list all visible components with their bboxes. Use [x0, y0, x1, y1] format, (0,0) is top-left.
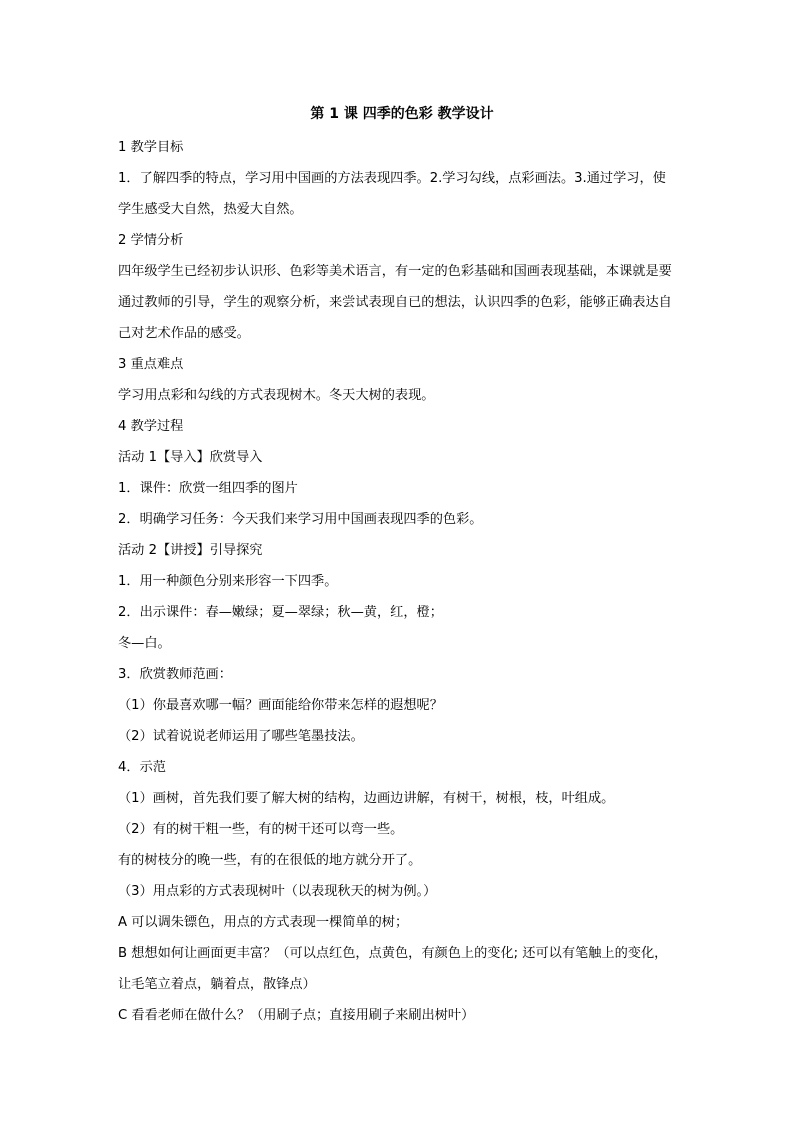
list-item: 冬—白。 [118, 636, 171, 651]
list-item: C 看看老师在做什么？（用刷子点；直接用刷子来刷出树叶） [118, 1008, 475, 1023]
activity-2-heading: 活动 2【讲授】引导探究 [118, 543, 263, 558]
section-heading-student-analysis: 2 学情分析 [118, 233, 184, 248]
list-item: （1）画树，首先我们要了解大树的结构，边画边讲解，有树干，树根，枝，叶组成。 [118, 791, 615, 806]
list-item: A 可以调朱镖色，用点的方式表现一棵简单的树； [118, 915, 409, 930]
section-heading-teaching-process: 4 教学过程 [118, 419, 184, 434]
list-item: （3）用点彩的方式表现树叶（以表现秋天的树为例。） [118, 884, 437, 899]
paragraph-teaching-goals: 1．了解四季的特点，学习用中国画的方法表现四季。2.学习勾线，点彩画法。3.通过学习，使学生感受大自然，热爱大自然。 [118, 171, 666, 217]
list-item: 2．出示课件：春—嫩绿；夏—翠绿；秋—黄，红，橙； [118, 605, 443, 620]
section-heading-key-points: 3 重点难点 [118, 357, 184, 372]
list-item: 有的树枝分的晚一些，有的在很低的地方就分开了。 [118, 853, 422, 868]
list-item: 4．示范 [118, 760, 166, 775]
list-item: B 想想如何让画面更丰富？（可以点红色，点黄色，有颜色上的变化; 还可以有笔触上的变化，让毛笔立着点，躺着点，散锋点） [118, 946, 668, 992]
paragraph-student-analysis: 四年级学生已经初步认识形、色彩等美术语言，有一定的色彩基础和国画表现基础，本课就是要通过教师的引导，学生的观察分析，来尝试表现自已的想法，认识四季的色彩，能够正确表达自己对艺术作品的感受。 [118, 264, 672, 341]
section-heading-teaching-goals: 1 教学目标 [118, 140, 184, 155]
list-item: 1．用一种颜色分别来形容一下四季。 [118, 574, 338, 589]
activity-1-heading: 活动 1【导入】欣赏导入 [118, 450, 263, 465]
list-item: 3．欣赏教师范画： [118, 667, 232, 682]
list-item: 1．课件：欣赏一组四季的图片 [118, 481, 298, 496]
list-item: （1）你最喜欢哪一幅？画面能给你带来怎样的遐想呢？ [118, 698, 443, 713]
document-title: 第 1 课 四季的色彩 教学设计 [310, 106, 494, 122]
list-item: 2．明确学习任务：今天我们来学习用中国画表现四季的色彩。 [118, 512, 483, 527]
list-item: （2）试着说说老师运用了哪些笔墨技法。 [118, 729, 364, 744]
document-body [118, 104, 678, 1031]
list-item: （2）有的树干粗一些，有的树干还可以弯一些。 [118, 822, 404, 837]
paragraph-key-points: 学习用点彩和勾线的方式表现树木。冬天大树的表现。 [118, 388, 435, 403]
